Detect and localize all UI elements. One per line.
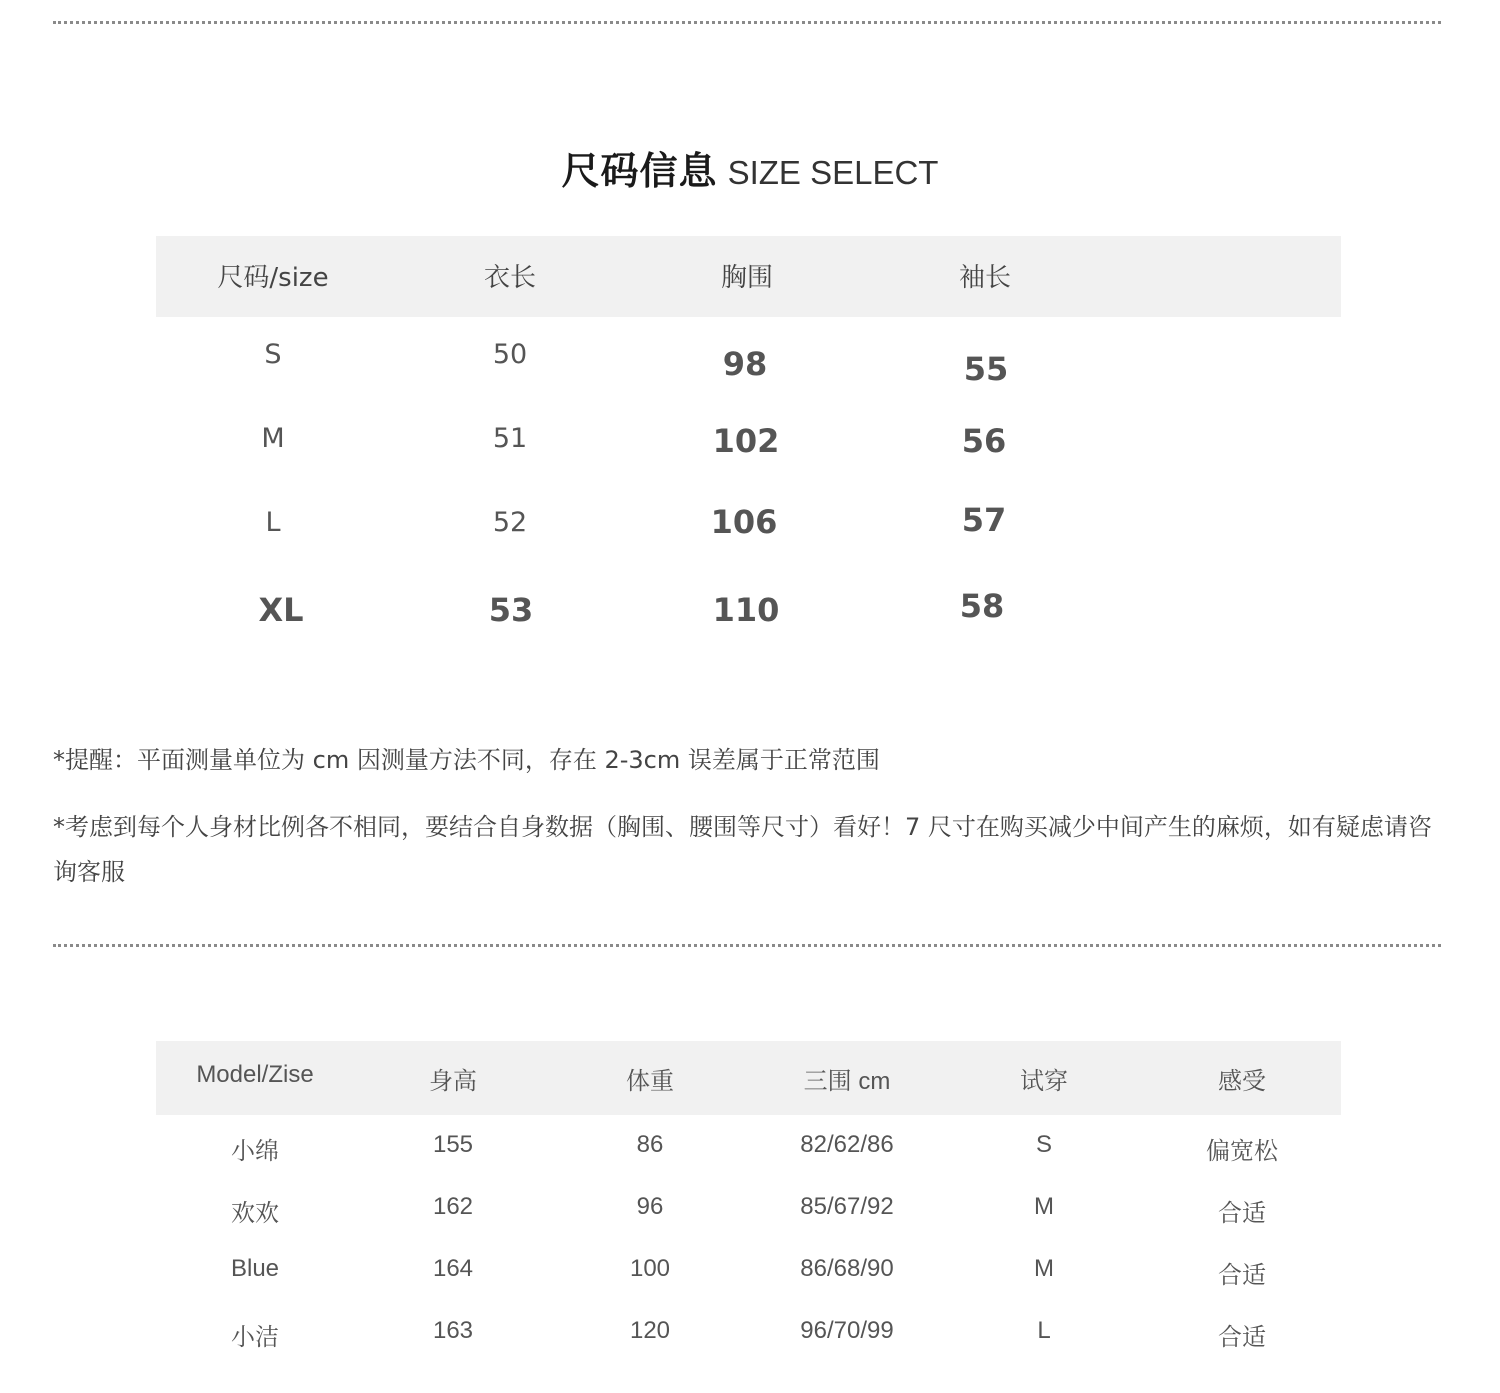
model-cell-feeling: 合适 [1218,1324,1266,1351]
model-header-feeling: 感受 [1218,1068,1266,1095]
model-cell-height: 164 [432,1255,474,1282]
size-advice-note: *考虑到每个人身材比例各不相同，要结合自身数据（胸围、腰围等尺寸）看好！7 尺寸在购买减少中间产生的麻烦，如有疑虑请咨询客服 [53,813,1432,886]
model-cell-feeling: 偏宽松 [1206,1138,1278,1165]
size-header-sleeve: 袖长 [958,263,1012,293]
model-header-height: 身高 [429,1068,477,1095]
size-cell-sleeve: 57 [961,501,1007,539]
size-cell-sleeve: 55 [963,350,1009,388]
model-cell-tried-size: L [1037,1317,1051,1344]
model-cell-tried-size: M [1034,1255,1054,1282]
size-cell-length: 53 [488,591,534,629]
model-header-model: Model/Zise [196,1061,314,1088]
model-header-weight: 体重 [626,1068,674,1095]
size-cell-length: 50 [492,339,528,370]
model-cell-measurements: 85/67/92 [800,1193,894,1220]
dotted-divider-middle [53,944,1441,947]
size-cell-size: M [261,423,285,454]
model-cell-height: 162 [432,1193,474,1220]
model-cell-measurements: 82/62/86 [800,1131,894,1158]
model-cell-name: 小绵 [231,1138,279,1165]
size-cell-chest: 102 [712,422,780,460]
model-header-measurements: 三围 cm [803,1068,891,1095]
dotted-divider-top [53,21,1441,24]
title-chinese: 尺码信息 [561,149,718,193]
model-header-tried-size: 试穿 [1020,1068,1068,1095]
page-title [0,140,1500,195]
size-cell-length: 52 [492,507,528,538]
size-cell-chest: 106 [710,503,778,541]
size-cell-size: S [264,339,282,370]
model-cell-name: 小洁 [231,1324,279,1351]
size-cell-size: L [265,507,281,538]
size-header-size: 尺码/size [217,263,329,293]
size-header-length: 衣长 [483,263,537,293]
model-cell-name: Blue [230,1255,280,1282]
size-cell-chest: 110 [712,591,780,629]
model-cell-name: 欢欢 [231,1200,279,1227]
model-cell-feeling: 合适 [1218,1262,1266,1289]
model-cell-weight: 100 [629,1255,671,1282]
size-cell-size: XL [258,591,304,629]
model-cell-weight: 86 [636,1131,664,1158]
size-cell-length: 51 [492,423,528,454]
model-cell-height: 155 [432,1131,474,1158]
size-cell-chest: 98 [722,345,768,383]
measurement-note: *提醒：平面测量单位为 cm 因测量方法不同，存在 2-3cm 误差属于正常范围 [53,746,880,774]
model-cell-weight: 120 [629,1317,671,1344]
size-cell-sleeve: 58 [959,587,1005,625]
model-cell-measurements: 86/68/90 [800,1255,894,1282]
model-cell-weight: 96 [636,1193,664,1220]
model-cell-tried-size: S [1035,1131,1053,1158]
size-cell-sleeve: 56 [961,422,1007,460]
title-english: SIZE SELECT [727,154,939,191]
model-cell-tried-size: M [1034,1193,1054,1220]
model-cell-feeling: 合适 [1218,1200,1266,1227]
size-header-chest: 胸围 [720,263,774,293]
model-cell-height: 163 [432,1317,474,1344]
model-cell-measurements: 96/70/99 [800,1317,894,1344]
model-table-header [156,1041,1341,1115]
